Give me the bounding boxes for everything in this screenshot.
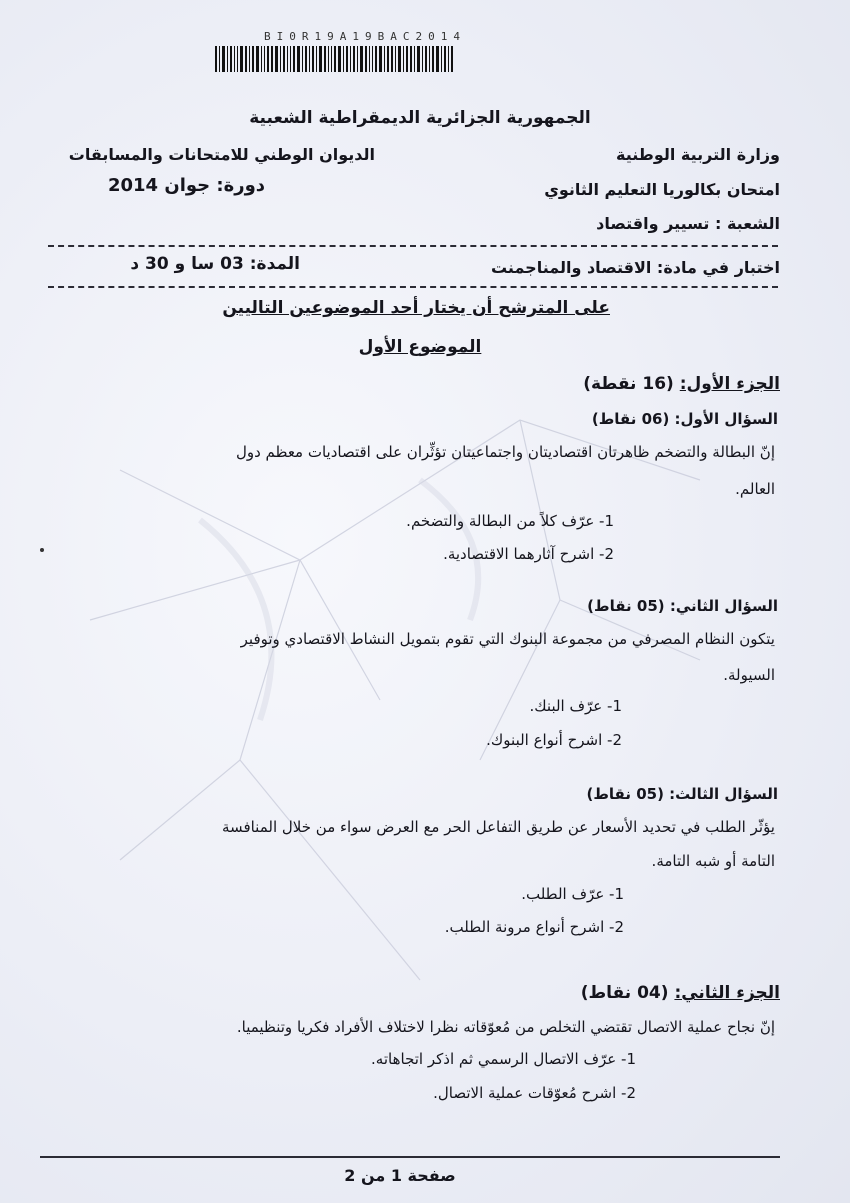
office-label: الديوان الوطني للامتحانات والمسابقات — [68, 145, 375, 164]
q3-text-line1: يؤثّر الطلب في تحديد الأسعار عن طريق التفاعل الحر مع العرض سواء من خلال المنافسة — [222, 818, 775, 836]
part2-item1: 1- عرّف الاتصال الرسمي ثم اذكر اتجاهاته. — [371, 1050, 636, 1068]
duration-label: المدة: 03 سا و 30 د — [130, 254, 300, 274]
q3-title: السؤال الثالث: (05 نقاط) — [586, 785, 778, 803]
part1-points: (16 نقطة) — [583, 374, 674, 394]
q2-text-line1: يتكون النظام المصرفي من مجموعة البنوك التي تقوم بتمويل النشاط الاقتصادي وتوفير — [240, 630, 775, 648]
part2-title: الجزء الثاني: — [674, 983, 780, 1003]
topic-title: الموضوع الأول — [358, 337, 482, 357]
part2-points: (04 نقاط) — [580, 983, 669, 1003]
q2-title: السؤال الثاني: (05 نقاط) — [587, 597, 778, 615]
q1-title: السؤال الأول: (06 نقاط) — [591, 410, 778, 428]
barcode-code: BI0R19A19BAC2014 — [264, 30, 466, 43]
subject-label: اختبار في مادة: الاقتصاد والمناجمنت — [490, 258, 780, 277]
republic-heading: الجمهورية الجزائرية الديمقراطية الشعبية — [249, 108, 591, 128]
ministry-label: وزارة التربية الوطنية — [615, 145, 780, 164]
instruction-text: على المترشح أن يختار أحد الموضوعين التاليين — [222, 298, 610, 318]
session-label: دورة: جوان 2014 — [107, 175, 265, 196]
page-number: صفحة 1 من 2 — [344, 1166, 456, 1185]
barcode — [215, 46, 515, 72]
q2-item1: 1- عرّف البنك. — [529, 697, 622, 715]
q2-text-line2: السيولة. — [723, 666, 775, 684]
part2-item2: 2- اشرح مُعوّقات عملية الاتصال. — [433, 1084, 636, 1102]
footer-divider — [40, 1156, 780, 1158]
part1-heading — [583, 374, 780, 394]
exam-label: امتحان بكالوريا التعليم الثانوي — [544, 180, 780, 199]
subject-divider — [48, 286, 778, 288]
part2-heading — [581, 983, 780, 1003]
q1-text-line1: إنّ البطالة والتضخم ظاهرتان اقتصاديتان واجتماعيتان تؤثِّران على اقتصاديات معظم دول — [235, 443, 775, 461]
header-divider — [48, 245, 778, 247]
q3-text-line2: التامة أو شبه التامة. — [651, 852, 775, 870]
q3-item1: 1- عرّف الطلب. — [521, 885, 624, 903]
q1-text-line2: العالم. — [735, 480, 775, 498]
part2-text-line1: إنّ نجاح عملية الاتصال تقتضي التخلص من مُعوّقاته نظرا لاختلاف الأفراد فكريا وتنظيميا. — [236, 1018, 775, 1036]
q2-item2: 2- اشرح أنواع البنوك. — [486, 731, 622, 749]
speck — [40, 548, 44, 552]
part1-title: الجزء الأول: — [679, 374, 780, 394]
q1-item2: 2- اشرح آثارهما الاقتصادية. — [443, 545, 614, 563]
q1-item1: 1- عرّف كلاً من البطالة والتضخم. — [406, 512, 614, 530]
stream-label: الشعبة : تسيير واقتصاد — [596, 214, 780, 233]
q3-item2: 2- اشرح أنواع مرونة الطلب. — [444, 918, 624, 936]
